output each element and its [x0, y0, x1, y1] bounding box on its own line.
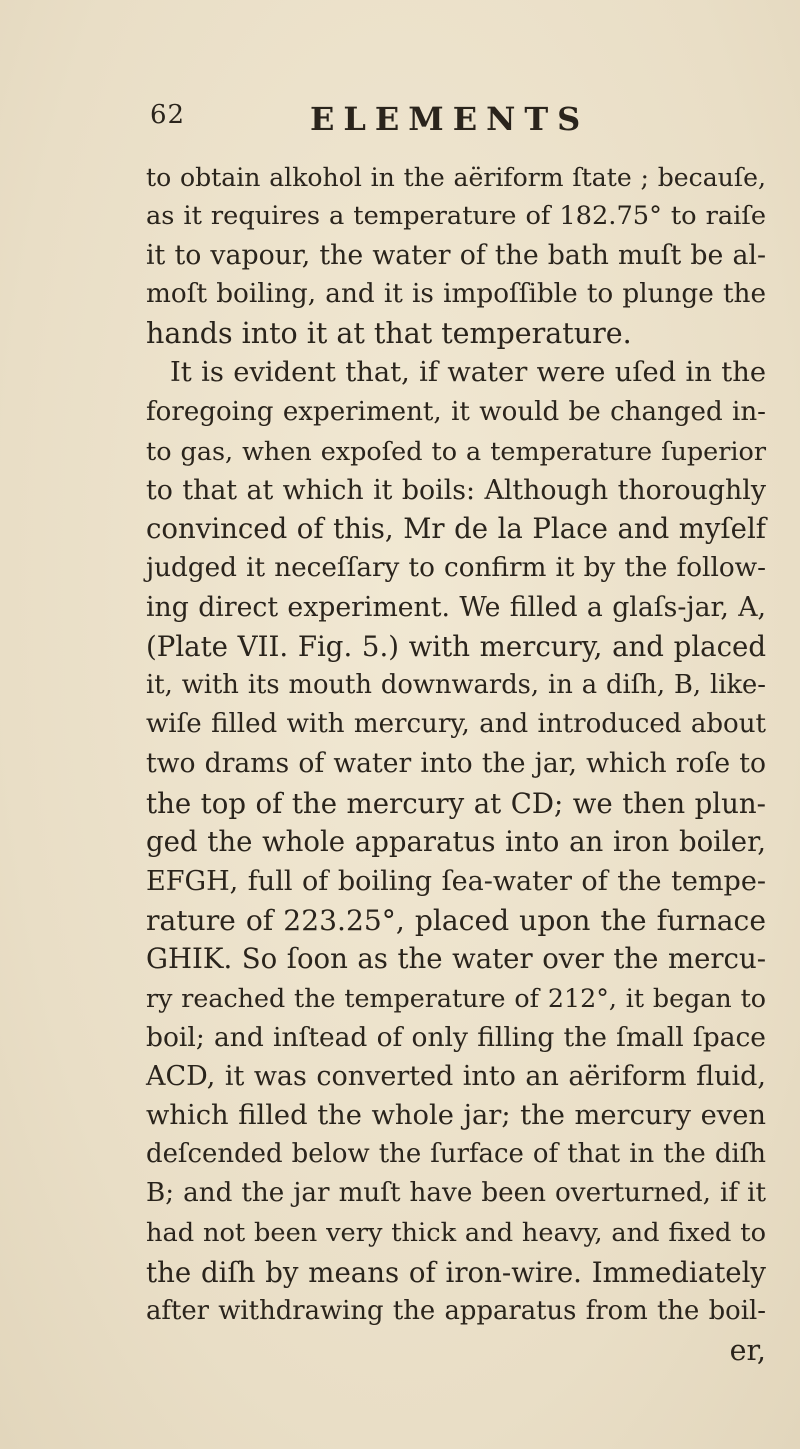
text-line: deſcended below the ſurface of that in the diſh	[146, 1139, 766, 1170]
page-number: 62	[150, 100, 186, 130]
text-line: which filled the whole jar; the mercury even	[146, 1100, 766, 1132]
text-line: ged the whole apparatus into an iron boiler,	[146, 825, 766, 858]
text-line: had not been very thick and heavy, and fixed to	[146, 1217, 766, 1248]
text-line: after withdrawing the apparatus from the boil-	[146, 1295, 766, 1326]
text-line: GHIK. So ſoon as the water over the mercu-	[146, 942, 766, 975]
text-line: B; and the jar muſt have been overturned, if it	[146, 1178, 766, 1209]
text-line: it, with its mouth downwards, in a diſh, B, like-	[146, 670, 766, 701]
text-line: hands into it at that temperature.	[146, 317, 632, 351]
text-line: wiſe filled with mercury, and introduced about	[146, 709, 766, 740]
page-header	[150, 100, 670, 140]
catchword: er,	[729, 1333, 766, 1367]
text-line: boil; and inſtead of only filling the ſmall ſpace	[146, 1022, 766, 1054]
text-line: to that at which it boils: Although thoroughly	[146, 474, 766, 506]
text-line: two drams of water into the jar, which roſe to	[146, 748, 766, 780]
text-line: moſt boiling, and it is impoſſible to plunge the	[146, 279, 766, 310]
text-line: as it requires a temperature of 182.75° to raiſe	[146, 201, 766, 232]
text-line: convinced of this, Mr de la Place and myſelf	[146, 512, 766, 545]
text-line: to gas, when expoſed to a temperature ſuperior	[146, 435, 766, 466]
text-line: foregoing experiment, it would be changed in-	[146, 396, 766, 427]
text-line: the diſh by means of iron-wire. Immediately	[146, 1255, 766, 1289]
text-line: ry reached the temperature of 212°, it began to	[146, 982, 766, 1013]
text-line: judged it neceſſary to confirm it by the follow-	[146, 552, 766, 583]
text-line: EFGH, full of boiling ſea-water of the tempe-	[146, 865, 766, 897]
text-line: (Plate VII. Fig. 5.) with mercury, and placed	[146, 630, 766, 664]
text-line: the top of the mercury at CD; we then plun-	[146, 786, 766, 820]
text-line: ACD, it was converted into an aëriform fluid,	[146, 1061, 766, 1093]
text-line: rature of 223.25°, placed upon the furnace	[146, 903, 766, 937]
body-text	[146, 158, 766, 1370]
text-line: It is evident that, if water were uſed in the	[170, 357, 766, 389]
text-line: ing direct experiment. We filled a glaſs-jar, A,	[146, 592, 766, 624]
text-line: to obtain alkohol in the aëriform ſtate ; becauſe,	[146, 163, 766, 192]
text-line: it to vapour, the water of the bath muſt be al-	[146, 240, 766, 272]
running-head: ELEMENTS	[310, 100, 590, 138]
